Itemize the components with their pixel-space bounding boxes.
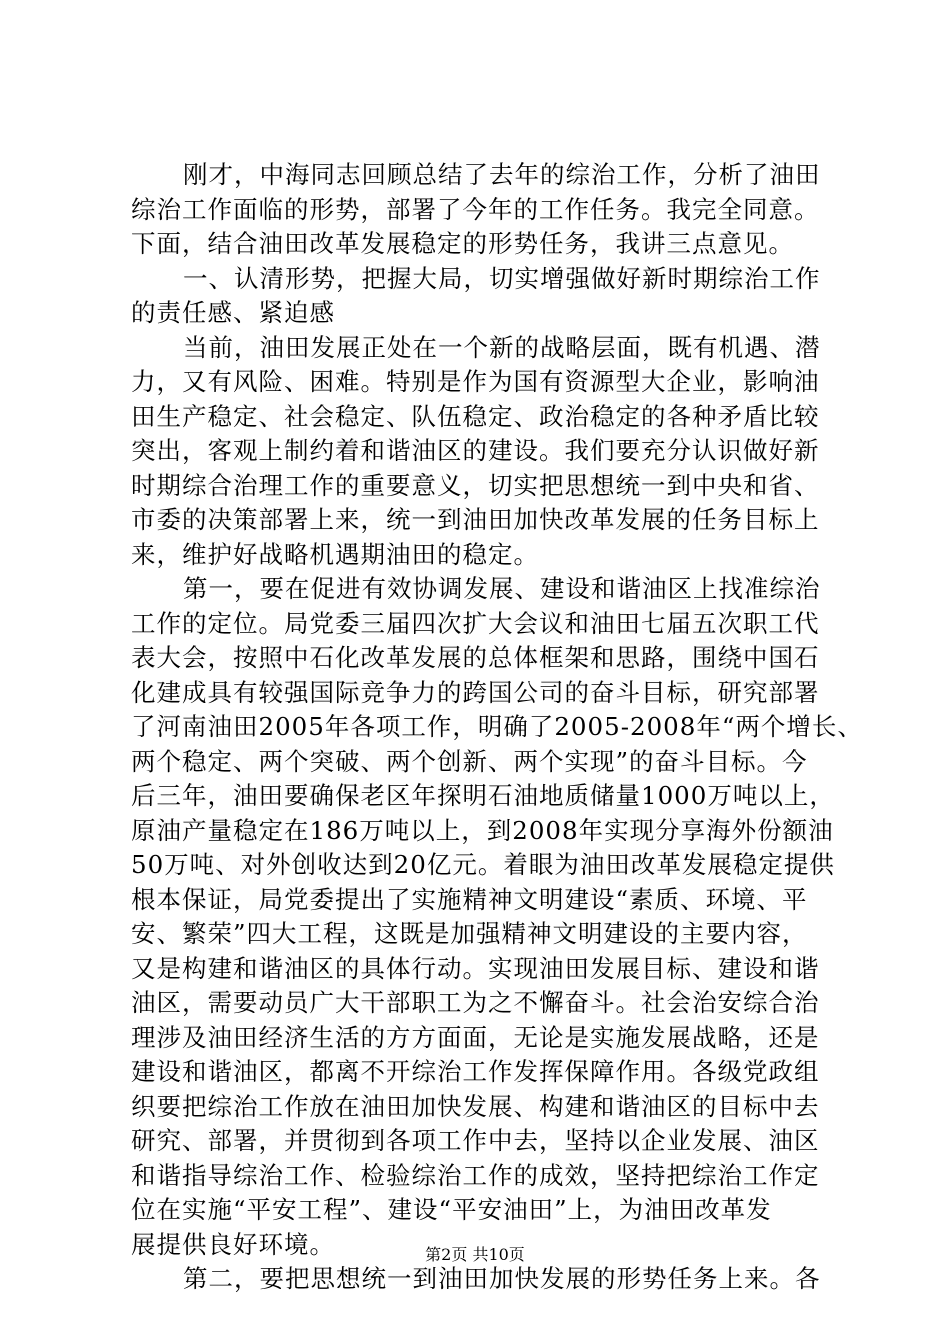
- section-heading-line: 一、认清形势，把握大局，切实增强做好新时期综治工作: [183, 263, 821, 293]
- paragraph-line: 下面，结合油田改革发展稳定的形势任务，我讲三点意见。: [131, 229, 794, 258]
- paragraph-line: 位在实施“平安工程”、建设“平安油田”上，为油田改革发: [131, 1195, 772, 1224]
- paragraph-line: 和谐指导综治工作、检验综治工作的成效，坚持把综治工作定: [131, 1160, 820, 1190]
- paragraph-line: 当前，油田发展正处在一个新的战略层面，既有机遇、潜: [183, 332, 821, 362]
- paragraph-line: 突出，客观上制约着和谐油区的建设。我们要充分认识做好新: [131, 436, 820, 465]
- paragraph-line: 理涉及油田经济生活的方方面面，无论是实施发展战略，还是: [131, 1022, 820, 1052]
- paragraph-line: 油区，需要动员广大干部职工为之不懈奋斗。社会治安综合治: [131, 988, 820, 1017]
- paragraph-line: 力，又有风险、困难。特别是作为国有资源型大企业，影响油: [131, 367, 820, 396]
- paragraph-line: 来，维护好战略机遇期油田的稳定。: [131, 539, 539, 569]
- paragraph-line: 安、繁荣”四大工程，这既是加强精神文明建设的主要内容，: [131, 919, 808, 948]
- paragraph-line: 根本保证，局党委提出了实施精神文明建设“素质、环境、平: [131, 884, 808, 914]
- paragraph-line: 50万吨、对外创收达到20亿元。着眼为油田改革发展稳定提供: [131, 850, 835, 879]
- paragraph-line: 刚才，中海同志回顾总结了去年的综治工作，分析了油田: [183, 160, 821, 189]
- paragraph-line: 织要把综治工作放在油田加快发展、构建和谐油区的目标中去: [131, 1091, 820, 1121]
- paragraph-line: 第一，要在促进有效协调发展、建设和谐油区上找准综治: [183, 574, 821, 603]
- paragraph-line: 又是构建和谐油区的具体行动。实现油田发展目标、建设和谐: [131, 953, 820, 983]
- paragraph-line: 时期综合治理工作的重要意义，切实把思想统一到中央和省、: [131, 470, 820, 500]
- paragraph-line: 后三年，油田要确保老区年探明石油地质储量1000万吨以上，: [131, 781, 835, 810]
- paragraph-line: 原油产量稳定在186万吨以上，到2008年实现分享海外份额油: [131, 815, 834, 845]
- paragraph-line: 研究、部署，并贯彻到各项工作中去，坚持以企业发展、油区: [131, 1126, 820, 1155]
- page-footer: [0, 1245, 950, 1265]
- section-heading-line: 的责任感、紧迫感: [131, 298, 335, 327]
- paragraph-line: 第二，要把思想统一到油田加快发展的形势任务上来。各: [183, 1264, 821, 1293]
- paragraph-line: 市委的决策部署上来，统一到油田加快改革发展的任务目标上: [131, 505, 820, 534]
- document-body: [131, 158, 863, 1297]
- paragraph-line: 工作的定位。局党委三届四次扩大会议和油田七届五次职工代: [131, 608, 820, 638]
- paragraph-line: 展提供良好环境。: [131, 1229, 335, 1259]
- paragraph-line: 田生产稳定、社会稳定、队伍稳定、政治稳定的各种矛盾比较: [131, 401, 820, 431]
- paragraph-line: 两个稳定、两个突破、两个创新、两个实现”的奋斗目标。今: [131, 746, 808, 776]
- paragraph-line: 了河南油田2005年各项工作，明确了2005-2008年“两个增长、: [131, 712, 863, 741]
- paragraph-line: 化建成具有较强国际竞争力的跨国公司的奋斗目标，研究部署: [131, 677, 820, 707]
- paragraph-line: 表大会，按照中石化改革发展的总体框架和思路，围绕中国石: [131, 643, 820, 672]
- paragraph-line: 综治工作面临的形势，部署了今年的工作任务。我完全同意。: [131, 194, 820, 224]
- paragraph-line: 建设和谐油区，都离不开综治工作发挥保障作用。各级党政组: [131, 1057, 820, 1086]
- page-number-label: 第2页 共10页: [425, 1245, 525, 1264]
